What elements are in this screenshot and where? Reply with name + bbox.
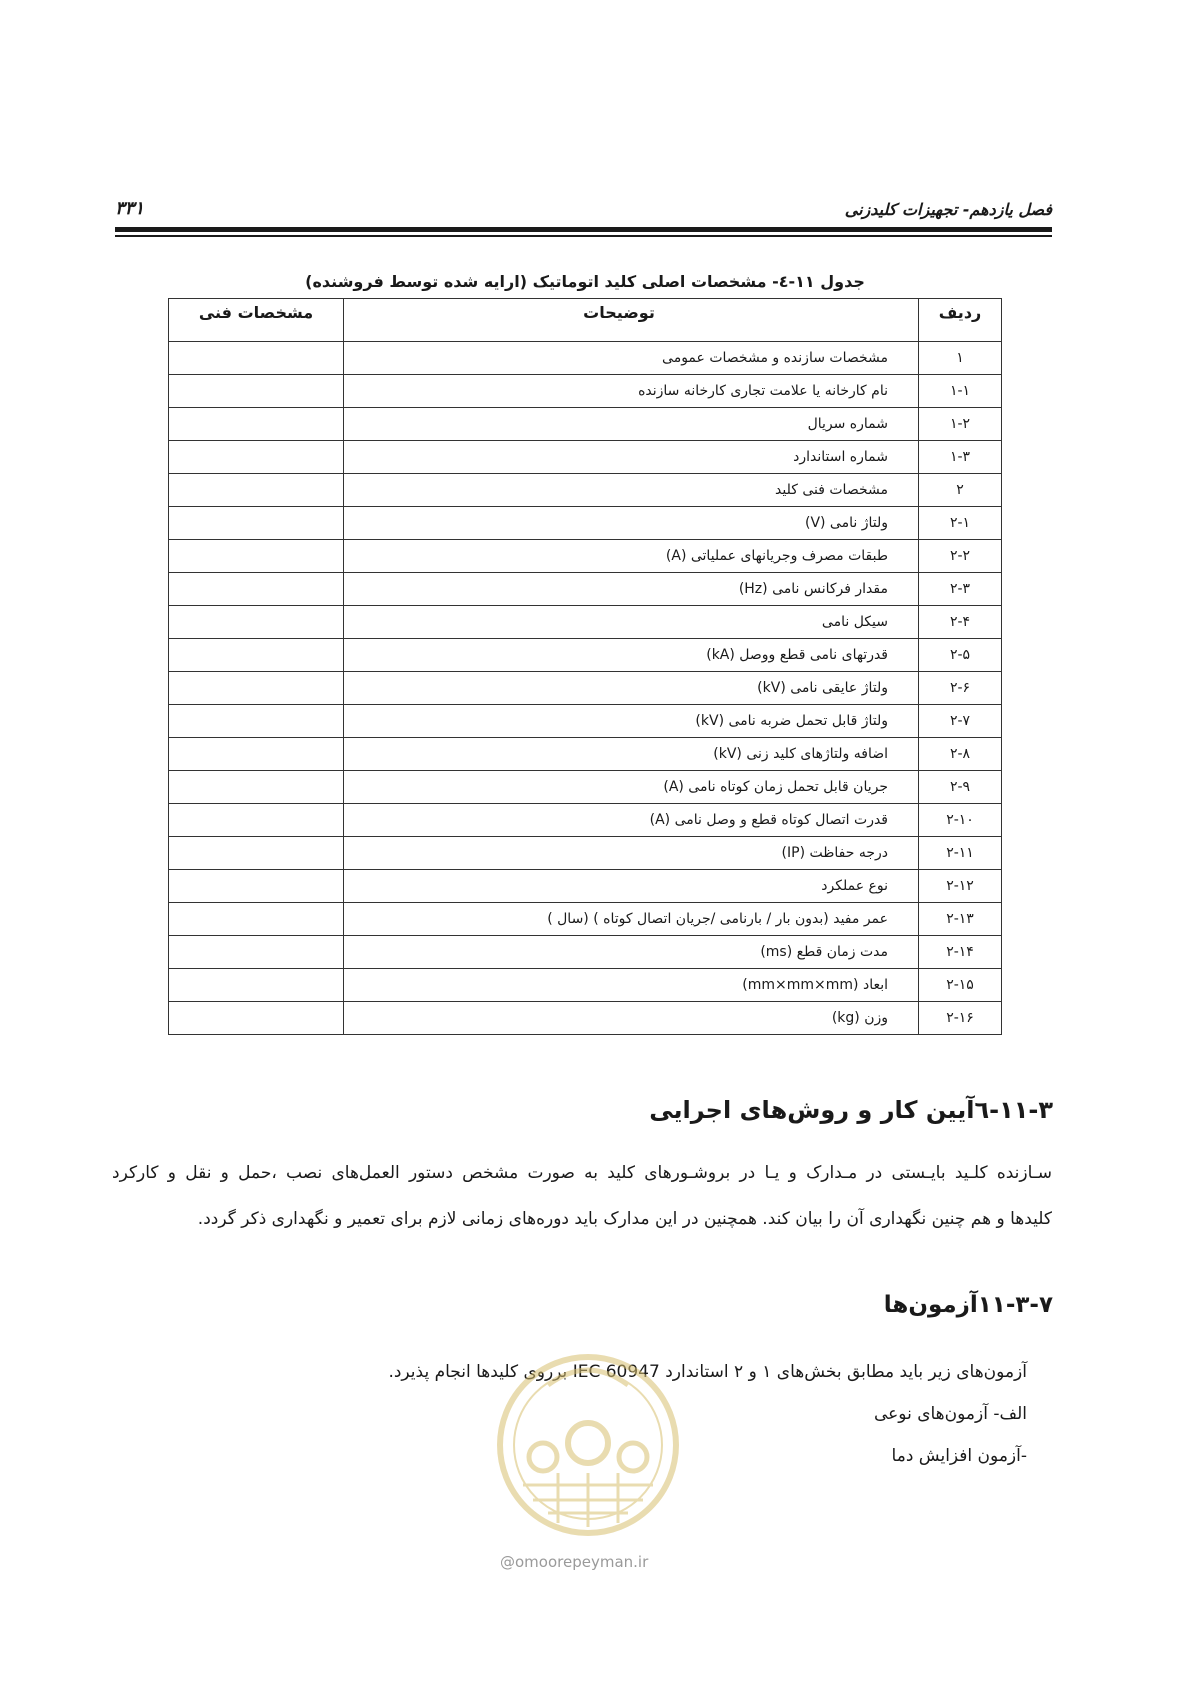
table-row (169, 936, 1002, 969)
watermark-url: @omoorepeyman.ir (500, 1553, 649, 1571)
spec-table (168, 298, 1002, 1035)
row-description-cell: ولتاژ عایقی نامی (kV) (344, 672, 919, 705)
row-spec-cell (169, 969, 344, 1002)
row-description-cell: ولتاژ قابل تحمل ضربه نامی (kV) (344, 705, 919, 738)
test-item: -آزمون افزایش دما (891, 1446, 1027, 1466)
row-description-cell: درجه حفاظت (IP) (344, 837, 919, 870)
row-spec-cell (169, 540, 344, 573)
row-spec-cell (169, 672, 344, 705)
table-row (169, 375, 1002, 408)
row-description-cell: وزن (kg) (344, 1002, 919, 1035)
row-spec-cell (169, 606, 344, 639)
table-row (169, 540, 1002, 573)
table-row (169, 606, 1002, 639)
row-spec-cell (169, 1002, 344, 1035)
row-spec-cell (169, 342, 344, 375)
row-number-cell: ۲ (919, 474, 1002, 507)
table-row (169, 639, 1002, 672)
header-description: توضیحات (344, 299, 919, 342)
row-spec-cell (169, 639, 344, 672)
row-description-cell: قدرت اتصال کوتاه قطع و وصل نامی (A) (344, 804, 919, 837)
table-row (169, 738, 1002, 771)
table-row (169, 1002, 1002, 1035)
row-description-cell: ابعاد (mm×mm×mm) (344, 969, 919, 1002)
row-description-cell: سیکل نامی (344, 606, 919, 639)
table-row (169, 903, 1002, 936)
row-number-cell: ۲-۱۰ (919, 804, 1002, 837)
row-number-cell: ۲-۱۶ (919, 1002, 1002, 1035)
row-spec-cell (169, 837, 344, 870)
test-category: الف- آزمون‌های نوعی (873, 1404, 1027, 1424)
row-number-cell: ۲-۱۵ (919, 969, 1002, 1002)
row-number-cell: ۲-۲ (919, 540, 1002, 573)
section-heading: ۱۱-۳-٦آیین کار و روش‌های اجرایی (649, 1096, 1053, 1124)
page-number: ۳۳۱ (115, 198, 145, 219)
row-number-cell: ۱ (919, 342, 1002, 375)
table-row (169, 573, 1002, 606)
row-description-cell: مشخصات فنی کلید (344, 474, 919, 507)
table-row (169, 705, 1002, 738)
row-description-cell: عمر مفید (بدون بار / بارنامی /جریان اتصال کوتاه ) (سال ) (344, 903, 919, 936)
header-spec: مشخصات فنی (169, 299, 344, 342)
row-description-cell: مقدار فرکانس نامی (Hz) (344, 573, 919, 606)
row-number-cell: ۲-۱۱ (919, 837, 1002, 870)
header-row-number: ردیف (919, 299, 1002, 342)
page-header (115, 196, 1052, 226)
watermark-logo (488, 1345, 688, 1545)
row-spec-cell (169, 903, 344, 936)
table-row (169, 804, 1002, 837)
table-row (169, 672, 1002, 705)
table-caption: جدول ۱۱-٤- مشخصات اصلی کلید اتوماتیک (ارایه شده توسط فروشنده) (305, 272, 865, 291)
row-spec-cell (169, 441, 344, 474)
row-spec-cell (169, 705, 344, 738)
chapter-title: فصل یازدهم- تجهیزات کلیدزنی (844, 200, 1052, 219)
row-description-cell: جریان قابل تحمل زمان کوتاه نامی (A) (344, 771, 919, 804)
row-spec-cell (169, 771, 344, 804)
table-row (169, 507, 1002, 540)
row-number-cell: ۲-۱۳ (919, 903, 1002, 936)
row-spec-cell (169, 375, 344, 408)
table-row (169, 474, 1002, 507)
row-spec-cell (169, 573, 344, 606)
row-spec-cell (169, 936, 344, 969)
table-row (169, 837, 1002, 870)
row-number-cell: ۲-۳ (919, 573, 1002, 606)
paragraph-line: کلیدها و هم چنین نگهداری آن را بیان کند. همچنین در این مدارک باید دوره‌های زمانی لازم برای تعمیر و نگهداری ذکر گردد. (197, 1209, 1052, 1229)
table-row (169, 342, 1002, 375)
row-number-cell: ۲-۸ (919, 738, 1002, 771)
table-body (169, 342, 1002, 1035)
row-spec-cell (169, 870, 344, 903)
table-row (169, 969, 1002, 1002)
row-spec-cell (169, 474, 344, 507)
table-row (169, 870, 1002, 903)
section-heading: ۱۱-۳-۷آزمون‌ها (883, 1292, 1053, 1318)
table-header-row (169, 299, 1002, 342)
row-spec-cell (169, 804, 344, 837)
table-row (169, 441, 1002, 474)
row-description-cell: مشخصات سازنده و مشخصات عمومی (344, 342, 919, 375)
row-number-cell: ۲-۷ (919, 705, 1002, 738)
row-number-cell: ۲-۶ (919, 672, 1002, 705)
row-spec-cell (169, 408, 344, 441)
row-description-cell: شماره سریال (344, 408, 919, 441)
table-row (169, 771, 1002, 804)
tests-intro: آزمون‌های زیر باید مطابق بخش‌های ۱ و ۲ استاندارد IEC 60947 برروی کلیدها انجام پذیرد. (388, 1362, 1027, 1382)
row-number-cell: ۱-۱ (919, 375, 1002, 408)
row-number-cell: ۲-۵ (919, 639, 1002, 672)
row-number-cell: ۲-۱۴ (919, 936, 1002, 969)
row-number-cell: ۲-۱ (919, 507, 1002, 540)
row-description-cell: مدت زمان قطع (ms) (344, 936, 919, 969)
header-rule-thin (115, 235, 1052, 237)
row-spec-cell (169, 738, 344, 771)
row-number-cell: ۲-۱۲ (919, 870, 1002, 903)
header-rule-thick (115, 227, 1052, 232)
row-description-cell: نوع عملکرد (344, 870, 919, 903)
row-description-cell: قدرتهای نامی قطع ووصل (kA) (344, 639, 919, 672)
row-number-cell: ۱-۲ (919, 408, 1002, 441)
row-description-cell: اضافه ولتاژهای کلید زنی (kV) (344, 738, 919, 771)
row-number-cell: ۱-۳ (919, 441, 1002, 474)
row-description-cell: طبقات مصرف وجریانهای عملیاتی (A) (344, 540, 919, 573)
row-description-cell: شماره استاندارد (344, 441, 919, 474)
table-row (169, 408, 1002, 441)
row-spec-cell (169, 507, 344, 540)
paragraph-line: سـازنده کلـید بایـستی در مـدارک و یـا در بروشـورهای کلید به صورت مشخص دستور العمل‌های نصب ،حمل و نقل و کارکرد (112, 1163, 1052, 1183)
row-number-cell: ۲-۹ (919, 771, 1002, 804)
row-description-cell: نام کارخانه یا علامت تجاری کارخانه سازنده (344, 375, 919, 408)
row-number-cell: ۲-۴ (919, 606, 1002, 639)
row-description-cell: ولتاژ نامی (V) (344, 507, 919, 540)
